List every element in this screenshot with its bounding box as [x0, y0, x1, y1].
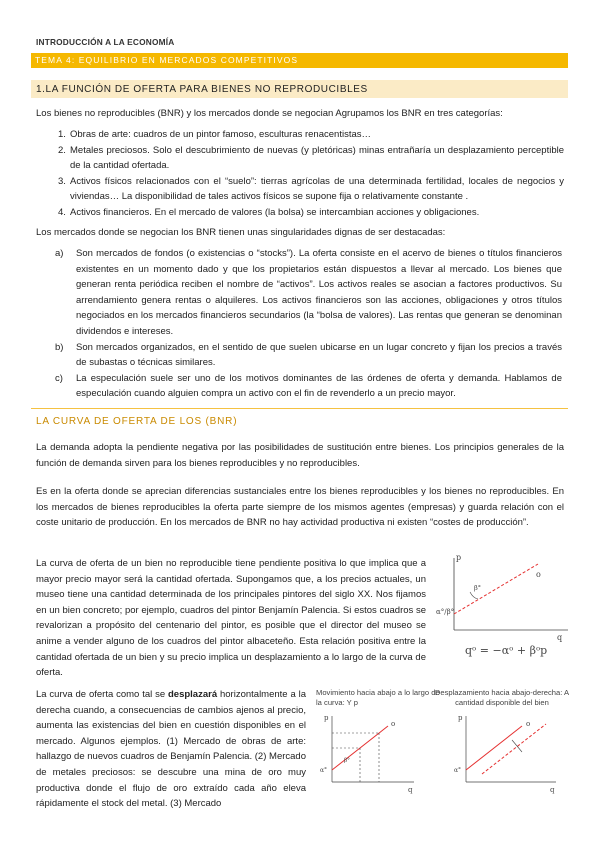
- list-item: 3. Activos físicos relacionados con el “suelo”: tierras agrícolas de una determinada fertilidad, locales de negocios y viviendas… La disponibilidad de tales activos físicos se supone fija o relativamente constante .: [58, 175, 564, 203]
- intercept-label: α°/β°: [436, 608, 455, 616]
- list-item: 1. Obras de arte: cuadros de un pintor famoso, esculturas renacentistas…: [58, 129, 371, 140]
- section-divider: [31, 408, 568, 409]
- movement-along-curve-figure: [318, 712, 418, 794]
- p-axis-label: p: [456, 553, 462, 562]
- paragraph-demand: La demanda adopta la pendiente negativa por las posibilidades de sustitución entre bienes. Los principios generales de la función de demanda sirven para los bienes reproducibles y no reproducibles.: [36, 442, 564, 469]
- shifted-supply-curve: [482, 724, 546, 774]
- list-item: b) Son mercados organizados, en el sentido de que suelen ubicarse en un lugar concreto y fijan los precios a través de subastas o técnicas similares.: [55, 341, 562, 369]
- slope-angle-mark: [470, 592, 478, 599]
- markets-intro: Los mercados donde se negocian los BNR tienen unas singularidades dignas de ser destacadas:: [36, 227, 446, 238]
- q-axis-label: q: [557, 633, 563, 642]
- list-item: 2. Metales preciosos. Solo el descubrimiento de nuevas (y pletóricas) minas entrañaría un desplazamiento perceptible de la cantidad ofertada.: [58, 144, 564, 172]
- section-2-title: LA CURVA DE OFERTA DE LOS (BNR): [36, 416, 238, 427]
- original-supply-curve: [466, 726, 522, 770]
- curve-label: o: [391, 720, 396, 728]
- market-features-list: [36, 246, 562, 402]
- curve-label: o: [526, 720, 531, 728]
- q-axis-label: q: [408, 786, 413, 794]
- list-item: c) La especulación suele ser uno de los motivos dominantes de las órdenes de oferta y demanda. Hablamos de especulación cuando alguien compra un activo con el fin de revenderlo a un precio mayor.: [55, 372, 562, 400]
- list-item: a) Son mercados de fondos (o existencias o “stocks”). La oferta consiste en el acervo de bienes o títulos financieros existentes en un momento dado y que los propietarios están dispuestos a llevar al mercado. Los bienes que generan renta periódica reciben el nombre de “activos”. Los activos reales se asocian a factores productivos. Su arrendamiento genera rentas o alquileres. Los activos financieros son las acciones, obligaciones y otros títulos negociados en los mercados financieros secundarios (la “bolsa de valores). Las rentas que generan se denominan dividendos e intereses.: [55, 248, 562, 337]
- paragraph-supply-differences: Es en la oferta donde se aprecian diferencias sustanciales entre los bienes reproducibles y los bienes no reproducibles. En los mercados de bienes reproducibles la oferta parte siempre de los mismos agentes (empresas) y guarda relación con el coste unitario de producción. En los mercados de BNR no hay actividad productiva ni existen “costes de producción”.: [36, 486, 564, 529]
- paragraph-supply-curve: La curva de oferta de un bien no reproducible tiene pendiente positiva lo que implica que a mayor precio mayor será la cantidad ofertada. Supongamos que, a los precios actuales, un museo tiene una cantidad determinada de los principales pintores del siglo XX. Nos fijamos en un bien concreto; por ejemplo, cuadros del pintor Benjamín Palencia. Si estos cuadros se revalorizan a propósito del centenario del pintor, es posible que el director del museo se anime a vender alguno de los cuadros del pintor albaceteño. Esta relación positiva entre la cantidad ofertada de un bien y su precio implica un desplazamiento a lo largo de la curva de oferta.: [36, 558, 426, 679]
- intercept-label: α°: [454, 767, 462, 774]
- right-figure-caption: Desplazamiento hacia abajo-derecha: A cantidad disponible del bien: [434, 688, 570, 707]
- bnr-categories-list: [36, 127, 564, 221]
- curve-label: o: [536, 570, 541, 579]
- section-1-intro: Los bienes no reproducibles (BNR) y los mercados donde se negocian Agrupamos los BNR en tres categorías:: [36, 108, 503, 119]
- p-axis-label: p: [458, 714, 463, 722]
- course-header: INTRODUCCIÓN A LA ECONOMÍA: [36, 37, 175, 47]
- p-axis-label: p: [324, 714, 329, 722]
- shift-of-curve-figure: [452, 712, 562, 794]
- left-figure-caption: Movimiento hacia abajo a lo largo de la curva: Y p: [316, 688, 440, 707]
- supply-curve: [454, 564, 538, 614]
- paragraph-curve-shift: La curva de oferta como tal se desplazará horizontalmente a la derecha cuando, a consecuencias de cambios ajenos al precio, aumenta las existencias del bien en cuestión disponibles en el mercado. Algunos ejemplos. (1) Mercado de obras de arte: hallazgo de nuevos cuadros de Benjamín Palencia. (2) Mercado de metales preciosos: se descubre una mina de oro muy productiva donde el flujo de oro extraído cada año eleva rápidamente el stock del metal. (3) Mercado: [36, 689, 306, 810]
- supply-curve-figure: [436, 552, 570, 644]
- supply-equation: qᵒ = −αᵒ + βᵒp: [465, 644, 548, 657]
- q-axis-label: q: [550, 786, 555, 794]
- section-1-title: 1.LA FUNCIÓN DE OFERTA PARA BIENES NO REPRODUCIBLES: [31, 80, 568, 98]
- slope-label: β°: [344, 758, 350, 764]
- list-item: 4. Activos financieros. En el mercado de valores (la bolsa) se intercambian acciones y obligaciones.: [58, 206, 480, 218]
- topic-banner: TEMA 4: EQUILIBRIO EN MERCADOS COMPETITIVOS: [31, 53, 568, 68]
- intercept-label: α°: [320, 767, 328, 774]
- shift-arrow: [512, 740, 522, 752]
- slope-label: β°: [474, 584, 482, 592]
